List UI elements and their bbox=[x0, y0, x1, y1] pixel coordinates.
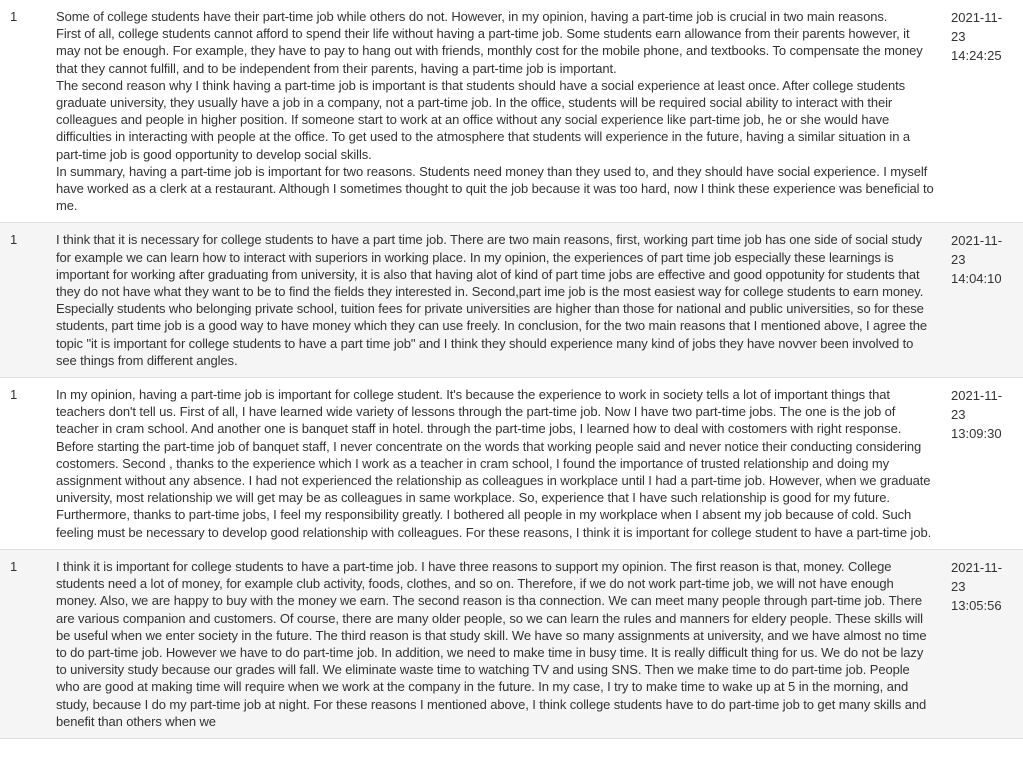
row-number: 1 bbox=[10, 558, 18, 574]
essay-text bbox=[46, 378, 941, 549]
table-row bbox=[0, 550, 1023, 739]
essay-paragraph: First of all, college students cannot afford to spend their life without having a part-time job. Some students earn allowance from their parents however, it may not be enough. For example, they have to pay to hang out with friends, monthly cost for the mobile phone, and textbooks. To compensate the money that they cannot fulfill, and to be independent from their parents, having a part-time job is important. bbox=[56, 26, 923, 76]
datetime-day: 23 bbox=[951, 29, 966, 44]
datetime-day: 23 bbox=[951, 252, 966, 268]
table-row bbox=[0, 0, 1023, 223]
essay-paragraph: The second reason why I think having a part-time job is important is that students should have a social experience at least once. After college students graduate university, they usually have a job in a company, not a part-time job. In the office, students will be required social ability to interact with their colleagues and people in higher position. If someone start to work at an office without any social experience like part-time job, he or she would have difficulties in interacting with people at the office. To get used to the atmosphere that students will experience in the future, having a similar situation in a part-time job is good opportunity to develop social skills. bbox=[56, 77, 910, 162]
datetime-day: 23 bbox=[951, 407, 966, 423]
datetime-date: 2021-11- bbox=[951, 388, 1003, 404]
datetime-date: 2021-11- bbox=[951, 10, 1003, 25]
essay-text bbox=[46, 0, 941, 222]
table-row bbox=[0, 378, 1023, 550]
datetime-time: 14:24:25 bbox=[951, 48, 1002, 63]
datetime-day: 23 bbox=[951, 578, 966, 594]
datetime-time: 14:04:10 bbox=[951, 271, 1002, 287]
datetime-time: 13:09:30 bbox=[951, 426, 1002, 442]
essay-paragraph: In summary, having a part-time job is important for two reasons. Students need money than they used to, and they should have social experience. I myself have worked as a clerk at a restaurant. Although I sometimes thought to quit the job because it was too hard, now I think these experience was beneficial to me. bbox=[56, 163, 934, 214]
submitted-datetime bbox=[941, 550, 1023, 738]
essay-text bbox=[46, 223, 941, 377]
row-number: 1 bbox=[10, 387, 18, 403]
essay-paragraph: I think it is important for college students to have a part-time job. I have three reasons to support my opinion. The first reason is that, money. College students need a lot of money, for example club activity, foods, clothes, and so on. Therefore, if we do not work part-time job, we will not have enough money. Also, we are happy to buy with the money we earn. The second reason is tha connection. We can meet many people through part-time job. There are various companion and customers. Of course, there are many older people, so we can learn the rules and manners for eldery people. These skills will be useful when we enter society in the future. The third reason is that study skill. We have so many assignments at university, and we have almost no time to do part-time job. However we have to do part-time job. In addition, we need to make time in busy time. It is really difficult thing for us. We do not be lazy to university study because our grades will fall. We eliminate waste time to watching TV and using SNS. Then we make time to do part-time job. People who are good at making time will require when we work at the company in the future. In my case, I try to make time to wake up at 5 in the morning, and study, because I do my part-time job at night. For these reasons I mentioned above, I think college students have to do part-time job to get many skills and benefit than others when we bbox=[56, 558, 927, 729]
essay-paragraph: I think that it is necessary for college students to have a part time job. There are two main reasons, first, working part time job has one side of social study for example we can learn how to interact with superiors in working place. In my opinion, the experiences of part time job especially these learnings is important for working after graduating from university, it is also that having alot of kind of part time jobs are effective and good oppotunity for students that they do not have what they want to be to find the fields they interested in. Second,part ime job is the most easiest way for college students to earn money. Especially students who belonging private school, tuition fees for private universities are higher than those for national and public universities, so for these students, part time job is a good way to have money which they can use freely. In conclusion, for the two main reasons that I mentioned above, I agree the topic "it is important for college students to have a part time job" and I think they should experience many kind of jobs they have novver been involved to see things from different angles. bbox=[56, 232, 928, 368]
datetime-date: 2021-11- bbox=[951, 233, 1003, 249]
essay-paragraph: Some of college students have their part-time job while others do not. However, in my opinion, having a part-time job is crucial in two main reasons. bbox=[56, 9, 888, 24]
row-number: 1 bbox=[10, 232, 18, 248]
table-row bbox=[0, 223, 1023, 378]
submitted-datetime bbox=[941, 0, 1023, 222]
datetime-date: 2021-11- bbox=[951, 559, 1003, 575]
essay-text bbox=[46, 550, 941, 738]
essay-paragraph: In my opinion, having a part-time job is important for college student. It's because the experience to work in society tells a lot of important things that teachers don't tell us. First of all, I have learned wide variety of lessons through the part-time job. Now I have two part-time jobs. The one is the job of teacher in cram school. And another one is banquet staff in hotel. through the part-time jobs, I learned how to deal with costomers with right response. Before starting the part-time job of banquet staff, I never concentrate on the words that working people said and never notice their conducting considering costomers. Second , thanks to the experience which I work as a teacher in cram school, I found the importance of trusted relationship and doing my assignment without any absence. I had not experienced the relationship as colleagues in workplace until I had a part-time job. However, when we graduate university, most relationship we will get may be as colleagues in same workplace. So, experience that I have such relationship is good for my future. Furthermore, thanks to part-time jobs, I feel my responsibility greatly. I bothered all people in my workplace when I absent my job because of cold. Such feeling must be necessary to develop good relationship with colleagues. For these reasons, I think it is important for college student to have a part-time job. bbox=[56, 387, 932, 540]
datetime-time: 13:05:56 bbox=[951, 597, 1002, 613]
submitted-datetime bbox=[941, 223, 1023, 377]
submitted-datetime bbox=[941, 378, 1023, 549]
row-number: 1 bbox=[10, 9, 18, 24]
